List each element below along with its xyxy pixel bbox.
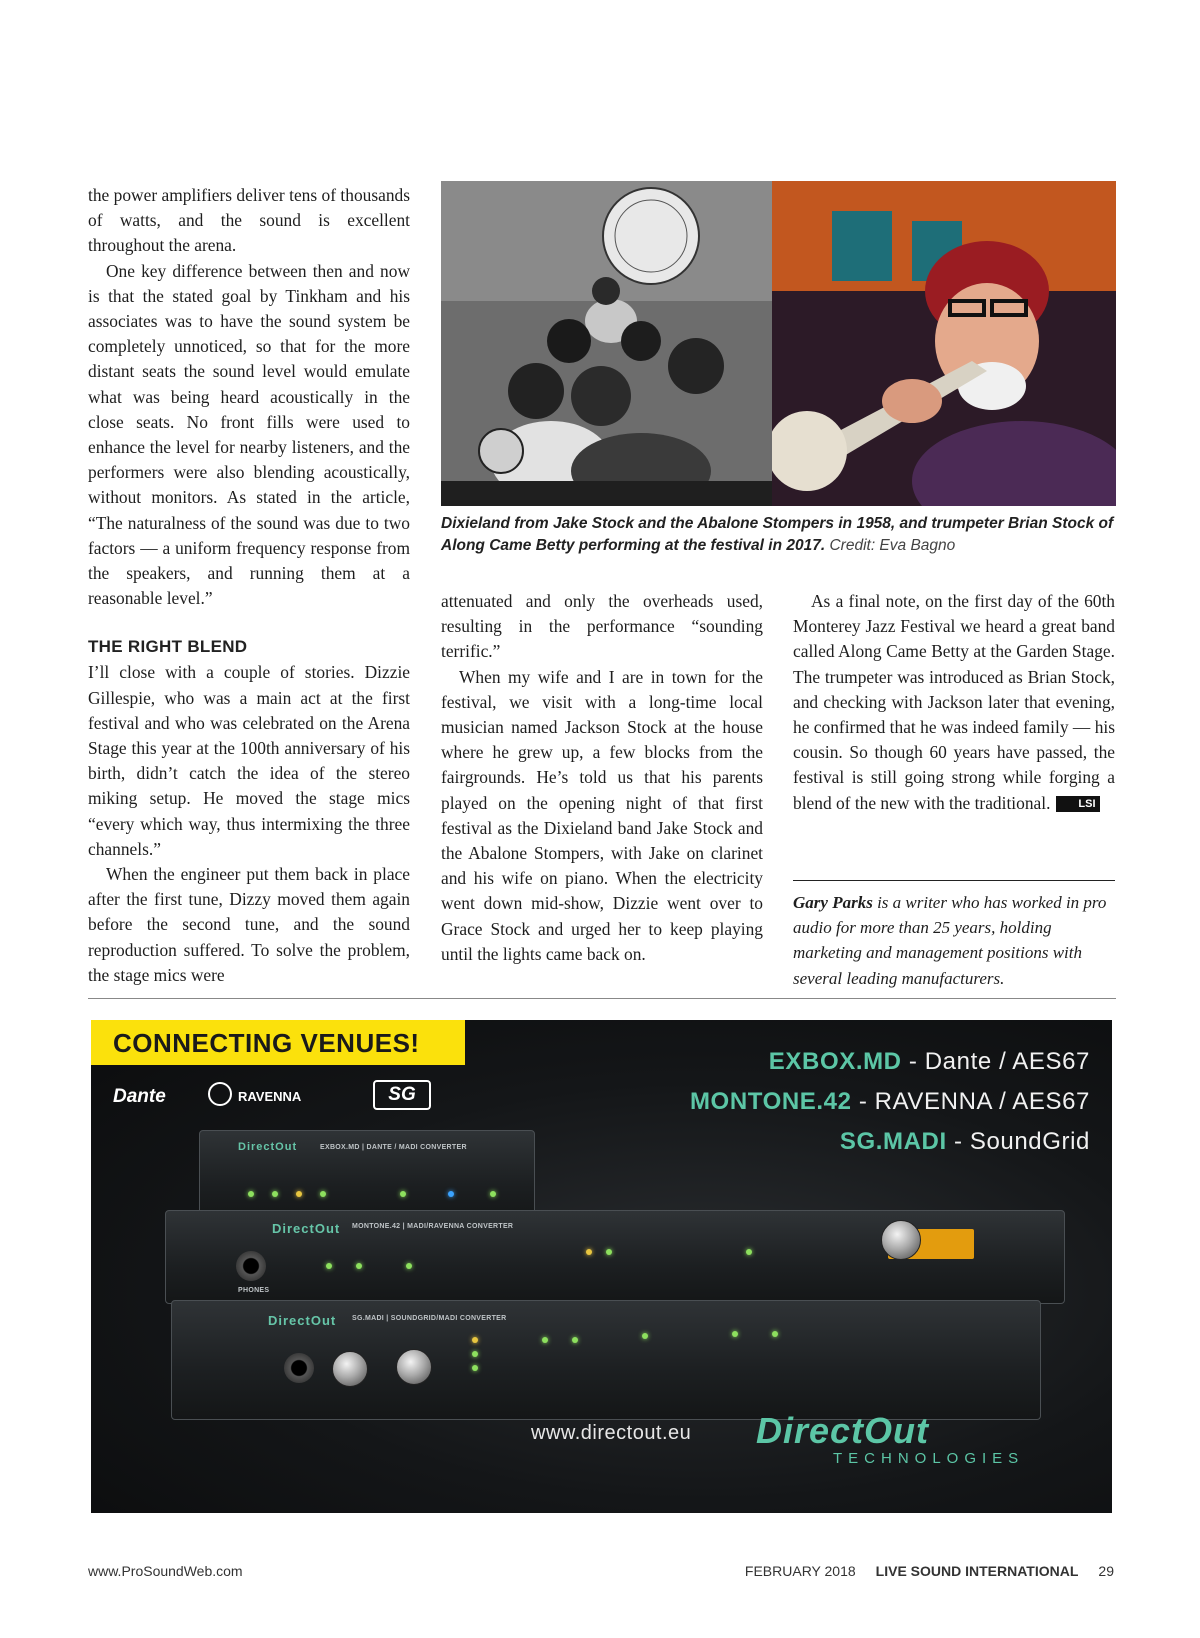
- photo-brian-stock-2017: [772, 181, 1116, 506]
- ad-banner: CONNECTING VENUES!: [91, 1020, 465, 1065]
- directout-advertisement[interactable]: [91, 1020, 1112, 1513]
- dante-logo: Dante: [113, 1086, 166, 1107]
- paragraph: One key difference between then and now is that the stated goal by Tinkham and his associates was to have the sound system be completely unnoticed, so that for the more distant seats the sound level would emulate what was being heard acoustically in the close seats. No front fills were used to enhance the level for nearby listeners, and the performers were also blending acoustically, without monitors. As stated in the article, “The naturalness of the sound was due to two factors — a uniform frequency response from the speakers, and running them at a reasonable level.”: [88, 260, 410, 609]
- photo-dixieland-1958: [441, 181, 772, 506]
- paragraph: I’ll close with a couple of stories. Dizzie Gillespie, who was a main act at the first festival and who was celebrated on the Arena Stage this year at the 100th anniversary of his birth, didn’t catch the idea of the stereo miking setup. He moved the stage mics “every which way, thus intermixing the three channels.”: [88, 662, 410, 859]
- status-led-icon: [732, 1331, 738, 1337]
- article-photo: [441, 181, 1116, 506]
- directout-logo-sub: TECHNOLOGIES: [833, 1450, 1025, 1467]
- author-name: Gary Parks: [793, 893, 873, 912]
- status-led-icon: [320, 1191, 326, 1197]
- protocol-logos: [113, 1078, 453, 1118]
- status-led-icon: [490, 1191, 496, 1197]
- status-led-icon: [606, 1249, 612, 1255]
- phones-jack-icon: [236, 1251, 266, 1281]
- product-line: [690, 1088, 1090, 1116]
- paragraph: When the engineer put them back in place after the first tune, Dizzy moved them again before the second tune, and the sound reproduction suffered. To solve the problem, the stage mics were: [88, 864, 410, 985]
- status-led-icon: [472, 1365, 478, 1371]
- photo-trumpeter-illustration: [772, 181, 1116, 506]
- status-led-icon: [542, 1337, 548, 1343]
- product-desc: - RAVENNA / AES67: [851, 1088, 1090, 1115]
- status-led-icon: [472, 1337, 478, 1343]
- status-led-icon: [356, 1263, 362, 1269]
- line-out-knob-icon: [396, 1349, 432, 1385]
- status-led-icon: [642, 1333, 648, 1339]
- montone-42-device: [165, 1210, 1065, 1304]
- article-column-2: [441, 589, 763, 967]
- product-line: [769, 1048, 1090, 1076]
- end-mark: LSI: [1056, 796, 1099, 812]
- ravenna-logo: RAVENNA: [238, 1089, 302, 1104]
- device-brand: DirectOut: [272, 1221, 341, 1236]
- volume-knob-icon: [332, 1351, 368, 1387]
- paragraph: attenuated and only the overheads used, resulting in the performance “sounding terrific.”: [441, 591, 763, 662]
- paragraph: When my wife and I are in town for the festival, we visit with a long-time local musician named Jackson Stock at the house where he grew up, a few blocks from the fairgrounds. He’s told us that his parents played on the opening night of that first festival as the Dixieland band Jake Stock and the Abalone Stompers, with Jake on clarinet and his wife on piano. When the electricity went down mid-show, Dizzie went over to Grace Stock and urged her to keep playing until the lights came back on.: [441, 666, 763, 964]
- status-led-icon: [572, 1337, 578, 1343]
- section-heading: THE RIGHT BLEND: [88, 637, 248, 657]
- photo-caption: [441, 513, 1116, 557]
- device-label: SG.MADI | SOUNDGRID/MADI CONVERTER: [352, 1315, 507, 1322]
- photo-dixieland-illustration: [441, 181, 772, 506]
- status-led-icon: [772, 1331, 778, 1337]
- article-column-1: [88, 183, 410, 988]
- product-line: [840, 1128, 1090, 1156]
- bio-divider: [793, 880, 1115, 881]
- status-led-icon: [248, 1191, 254, 1197]
- status-led-icon: [448, 1191, 454, 1197]
- footer-magazine: LIVE SOUND INTERNATIONAL: [875, 1563, 1079, 1579]
- article-column-3: [793, 589, 1115, 816]
- status-led-icon: [326, 1263, 332, 1269]
- product-desc: - SoundGrid: [946, 1128, 1090, 1155]
- product-name: SG.MADI: [839, 1128, 947, 1155]
- status-led-icon: [296, 1191, 302, 1197]
- author-bio-text: is a writer who has worked in pro audio for more than 25 years, holding marketing and management positions with several leading manufacturers.: [793, 893, 1107, 988]
- status-led-icon: [586, 1249, 592, 1255]
- navigation-wheel-icon: [881, 1220, 921, 1260]
- product-name: EXBOX.MD: [768, 1048, 902, 1075]
- ravenna-icon: [208, 1082, 232, 1106]
- directout-logo: DirectOut: [756, 1410, 930, 1451]
- footer-website[interactable]: www.ProSoundWeb.com: [88, 1563, 243, 1579]
- status-led-icon: [406, 1263, 412, 1269]
- status-led-icon: [746, 1249, 752, 1255]
- headphone-jack-icon: [284, 1353, 314, 1383]
- status-led-icon: [272, 1191, 278, 1197]
- paragraph: [793, 589, 1115, 816]
- device-brand: DirectOut: [268, 1313, 337, 1328]
- sg-madi-device: [171, 1300, 1041, 1420]
- footer-date: FEBRUARY 2018: [744, 1563, 856, 1579]
- status-led-icon: [400, 1191, 406, 1197]
- caption-text: Dixieland from Jake Stock and the Abalone Stompers in 1958, and trumpeter Brian Stock of Along Came Betty performing at the festival in 2017.: [441, 515, 1114, 554]
- device-brand: DirectOut: [238, 1141, 298, 1153]
- product-desc: - Dante / AES67: [901, 1048, 1090, 1075]
- footer-issue: [745, 1563, 1114, 1579]
- phones-label: PHONES: [238, 1287, 270, 1294]
- device-label: EXBOX.MD | DANTE / MADI CONVERTER: [320, 1144, 467, 1151]
- paragraph: the power amplifiers deliver tens of thousands of watts, and the sound is excellent throughout the arena.: [88, 185, 410, 256]
- device-label: MONTONE.42 | MADI/RAVENNA CONVERTER: [352, 1223, 514, 1230]
- ad-divider: [88, 998, 1116, 999]
- status-led-icon: [472, 1351, 478, 1357]
- soundgrid-logo: SG: [373, 1080, 431, 1110]
- photo-credit: Credit: Eva Bagno: [829, 537, 956, 554]
- ad-url[interactable]: www.directout.eu: [531, 1422, 692, 1444]
- paragraph-text: As a final note, on the first day of the 60th Monterey Jazz Festival we heard a great band called Along Came Betty at the Garden Stage. The trumpeter was introduced as Brian Stock, and checking with Jackson later that evening, he confirmed that he was indeed family — his cousin. So though 60 years have passed, the festival is still going strong while forging a blend of the new with the traditional.: [793, 591, 1115, 813]
- author-bio: [793, 890, 1115, 991]
- product-name: MONTONE.42: [689, 1088, 852, 1115]
- page-number: 29: [1098, 1563, 1114, 1579]
- exbox-md-device: [199, 1130, 535, 1222]
